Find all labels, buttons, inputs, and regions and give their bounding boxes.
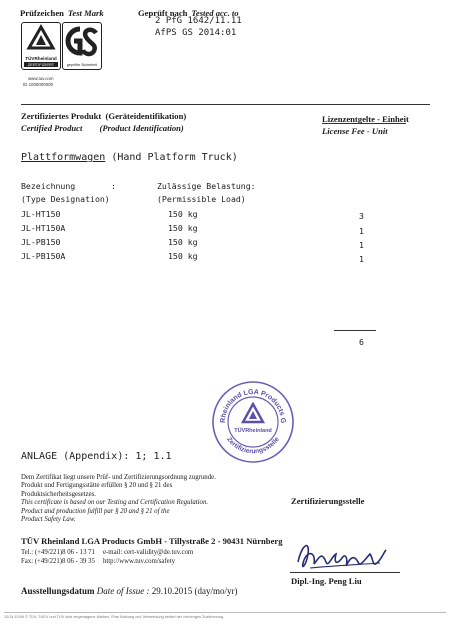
certification-stamp <box>211 380 295 464</box>
logo-tuv-text: TÜVRheinland <box>25 56 57 61</box>
logo-gs-text: geprüfte Sicherheit <box>66 63 98 67</box>
signature <box>290 532 390 582</box>
legal-en-2: Product and production fulfill par § 20 and § 21 of the <box>21 507 170 515</box>
header-divider <box>21 104 430 105</box>
contact-email[interactable]: e-mail: cert-validity@de.tuv.com <box>103 549 194 556</box>
svg-text:TÜV Rheinland LGA Products Gmb <box>211 380 286 424</box>
contact-tel: Tel.: (+49/221)8 06 - 13 71 <box>21 549 95 556</box>
total-rule <box>334 330 376 331</box>
product-name-de: Plattformwagen <box>21 152 106 163</box>
footer-divider <box>4 612 446 613</box>
certification-body-label: Zertifizierungsstelle <box>291 496 365 506</box>
table-row-fee: 1 <box>359 254 364 264</box>
stamp-bottom-text: Zertifizierungsstelle <box>225 436 281 456</box>
logo-cert-text: ZERTIFIZIERT <box>24 62 58 67</box>
gs-logo <box>62 22 102 70</box>
legal-text <box>21 474 291 524</box>
col2-header-en: (Permissible Load) <box>157 194 246 204</box>
stamp-seal-icon <box>211 380 295 464</box>
footer-strip: 10/14 10/06 © TÜV, TUEV und TUV sind eingetragene Marken. Eine Nutzung und Verwendung bedarf der vorherigen Zustimmung. <box>4 615 225 619</box>
product-name-en: (Hand Platform Truck) <box>105 152 238 163</box>
legal-de-1: Dem Zertifikat liegt unsere Prüf- und Zertifizierungsordnung zugrunde. <box>21 474 216 481</box>
table-row-fee: 1 <box>359 240 364 250</box>
certified-product-label-en: Certified Product (Product Identification) <box>21 123 184 133</box>
gs-mark-icon <box>63 23 101 59</box>
tested-acc-label: Geprüft nach Tested acc. to <box>138 8 239 18</box>
logo-id: ID 1000000000 <box>23 82 54 87</box>
legal-de-2: Produkt und Fertigungsstätte erfüllen § 20 und § 21 des <box>21 482 173 490</box>
signature-scribble-icon <box>290 532 390 582</box>
signatory-name: Dipl.-Ing. Peng Liu <box>291 576 362 586</box>
issue-label-de: Ausstellungsdatum <box>21 586 95 596</box>
col1-header-sep: : <box>111 181 116 191</box>
table-row-load: 150 kg <box>168 223 198 233</box>
stamp-ring-text: Rheinland LGA Products G <box>219 388 287 424</box>
table-row-type: JL-HT150A <box>21 223 66 233</box>
standard-1: 2 PfG 1642/11.11 <box>155 16 242 26</box>
legal-de-3: Produktsicherheitsgesetzes. <box>21 490 96 498</box>
license-fee-label-de: Lizenzentgelte - Einheit <box>322 114 409 124</box>
table-row-load: 150 kg <box>168 251 198 261</box>
col1-header-de: Bezeichnung <box>21 181 76 191</box>
tuv-logo <box>21 22 61 70</box>
certified-product-label-de: Zertifiziertes Produkt (Geräteidentifikation) <box>21 111 187 121</box>
table-row-type: JL-HT150 <box>21 209 61 219</box>
contact-web[interactable]: http://www.tuv.com/safety <box>103 558 175 565</box>
table-row-load: 150 kg <box>168 209 198 219</box>
total-fee: 6 <box>359 337 364 347</box>
stamp-center-text: TÜVRheinland <box>234 428 272 434</box>
license-fee-label-en: License Fee - Unit <box>322 126 388 136</box>
table-row-load: 150 kg <box>168 237 198 247</box>
company-address: TÜV Rheinland LGA Products GmbH - Tillystraße 2 - 90431 Nürnberg <box>21 536 283 546</box>
logo-url: www.tuv.com <box>28 76 54 81</box>
table-row-fee: 1 <box>359 226 364 236</box>
standard-2: AfPS GS 2014:01 <box>155 28 237 38</box>
appendix-line: ANLAGE (Appendix): 1; 1.1 <box>21 451 172 462</box>
tuv-triangle-icon <box>22 23 60 53</box>
issue-label-en: Date of Issue : <box>96 586 150 596</box>
issue-date-format: (day/mo/yr) <box>194 586 238 596</box>
contact-fax: Fax: (+49/221)8 06 - 39 35 <box>21 558 95 565</box>
legal-en-3: Product Safety Law. <box>21 516 76 524</box>
product-name <box>21 152 238 163</box>
table-row-fee: 3 <box>359 211 364 221</box>
issue-date-line <box>21 586 238 596</box>
col1-header-en: (Type Designation) <box>21 194 110 204</box>
test-mark-label: Prüfzeichen Test Mark <box>20 8 104 18</box>
col2-header-de: Zulässige Belastung: <box>157 181 256 191</box>
table-row-type: JL-PB150A <box>21 251 66 261</box>
legal-en-1: This certificate is based on our Testing and Certification Regulation. <box>21 499 209 507</box>
license-fee-underline <box>322 123 406 124</box>
table-row-type: JL-PB150 <box>21 237 61 247</box>
signature-line <box>290 572 400 573</box>
issue-date: 29.10.2015 <box>151 586 193 596</box>
